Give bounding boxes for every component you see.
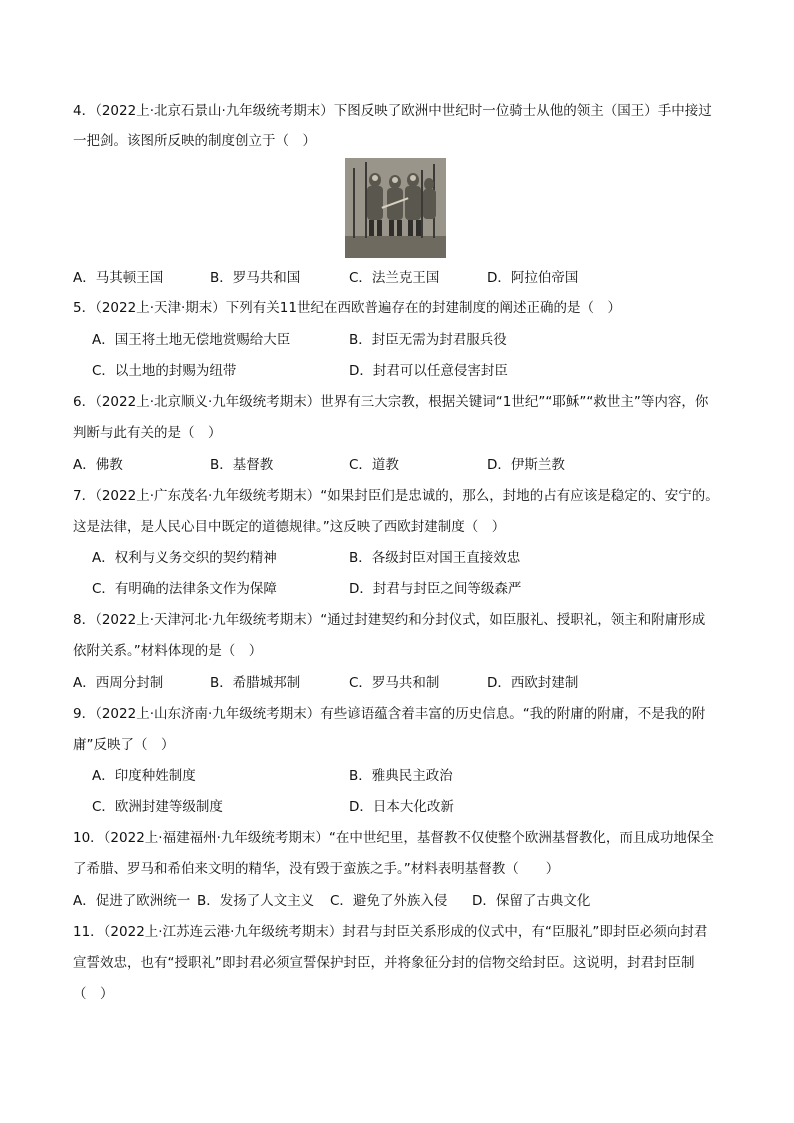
question-8-option-b: B．希腊城邦制	[210, 675, 301, 691]
question-6-option-d: D．伊斯兰教	[487, 457, 565, 473]
question-9-line-2: 庸”反映了（ ）	[73, 737, 175, 753]
question-11-line-2: 宣誓效忠，也有“授职礼”即封君必须宣誓保护封臣，并将象征分封的信物交给封臣。这说明，封君封臣制	[73, 955, 695, 971]
question-10-option-c: C．避免了外族入侵	[330, 893, 448, 909]
question-7-line-1: 7．（2022上·广东茂名·九年级统考期末）“如果封臣们是忠诚的，那么，封地的占有应该是稳定的、安宁的。	[73, 488, 719, 504]
question-8-option-c: C．罗马共和制	[349, 675, 440, 691]
question-7-line-2: 这是法律，是人民心目中既定的道德规律。”这反映了西欧封建制度（ ）	[73, 519, 506, 535]
question-4-option-b: B．罗马共和国	[210, 270, 301, 286]
question-6-option-a: A．佛教	[73, 457, 123, 473]
question-9-option-b: B．雅典民主政治	[349, 768, 453, 784]
question-6-option-b: B．基督教	[210, 457, 274, 473]
question-7-option-d: D．封君与封臣之间等级森严	[349, 581, 522, 597]
question-10-option-d: D．保留了古典文化	[472, 893, 591, 909]
question-9-line-1: 9．（2022上·山东济南·九年级统考期末）有些谚语蕴含着丰富的历史信息。“我的附庸的附庸，不是我的附	[73, 706, 706, 722]
question-6-option-c: C．道教	[349, 457, 399, 473]
question-5-option-d: D．封君可以任意侵害封臣	[349, 363, 508, 379]
question-10-line-1: 10．（2022上·福建福州·九年级统考期末）“在中世纪里，基督教不仅使整个欧洲基督教化，而且成功地保全	[73, 830, 714, 846]
question-11-line-3: （ ）	[73, 986, 114, 1002]
question-5-option-b: B．封臣无需为封君服兵役	[349, 332, 507, 348]
question-10-line-2: 了希腊、罗马和希伯来文明的精华，没有毁于蛮族之手。”材料表明基督教（ ）	[73, 861, 560, 877]
question-8-option-d: D．西欧封建制	[487, 675, 579, 691]
question-10-option-b: B．发扬了人文主义	[197, 893, 315, 909]
question-6-line-1: 6．（2022上·北京顺义·九年级统考期末）世界有三大宗教，根据关键词“1世纪”“耶稣”“救世主”等内容，你	[73, 394, 709, 410]
question-8-line-2: 依附关系。”材料体现的是（ ）	[73, 643, 263, 659]
question-4-option-a: A．马其顿王国	[73, 270, 164, 286]
question-9-option-c: C．欧洲封建等级制度	[92, 799, 223, 815]
question-11-line-1: 11．（2022上·江苏连云港·九年级统考期末）封君与封臣关系形成的仪式中，有“臣服礼”即封臣必须向封君	[73, 924, 708, 940]
knight-illustration	[345, 158, 446, 258]
question-4-option-d: D．阿拉伯帝国	[487, 270, 579, 286]
question-4-line-2: 一把剑。该图所反映的制度创立于（ ）	[73, 133, 316, 149]
question-7-option-c: C．有明确的法律条文作为保障	[92, 581, 277, 597]
question-5-option-a: A．国王将土地无偿地赏赐给大臣	[92, 332, 291, 348]
question-4-line-1: 4．（2022上·北京石景山·九年级统考期末）下图反映了欧洲中世纪时一位骑士从他的领主（国王）手中接过	[73, 103, 712, 119]
question-8-line-1: 8．（2022上·天津河北·九年级统考期末）“通过封建契约和分封仪式，如臣服礼、授职礼，领主和附庸形成	[73, 612, 706, 628]
question-7-option-b: B．各级封臣对国王直接效忠	[349, 550, 521, 566]
question-5-option-c: C．以土地的封赐为纽带	[92, 363, 237, 379]
question-9-option-a: A．印度种姓制度	[92, 768, 196, 784]
question-10-option-a: A．促进了欧洲统一	[73, 893, 191, 909]
question-7-option-a: A．权利与义务交织的契约精神	[92, 550, 277, 566]
question-8-option-a: A．西周分封制	[73, 675, 164, 691]
question-6-line-2: 判断与此有关的是（ ）	[73, 425, 222, 441]
question-5-line-1: 5．（2022上·天津·期末）下列有关11世纪在西欧普遍存在的封建制度的阐述正确的是（ ）	[73, 300, 621, 316]
knight-receiving-sword-image	[345, 158, 446, 258]
question-9-option-d: D．日本大化改新	[349, 799, 454, 815]
question-4-option-c: C．法兰克王国	[349, 270, 440, 286]
